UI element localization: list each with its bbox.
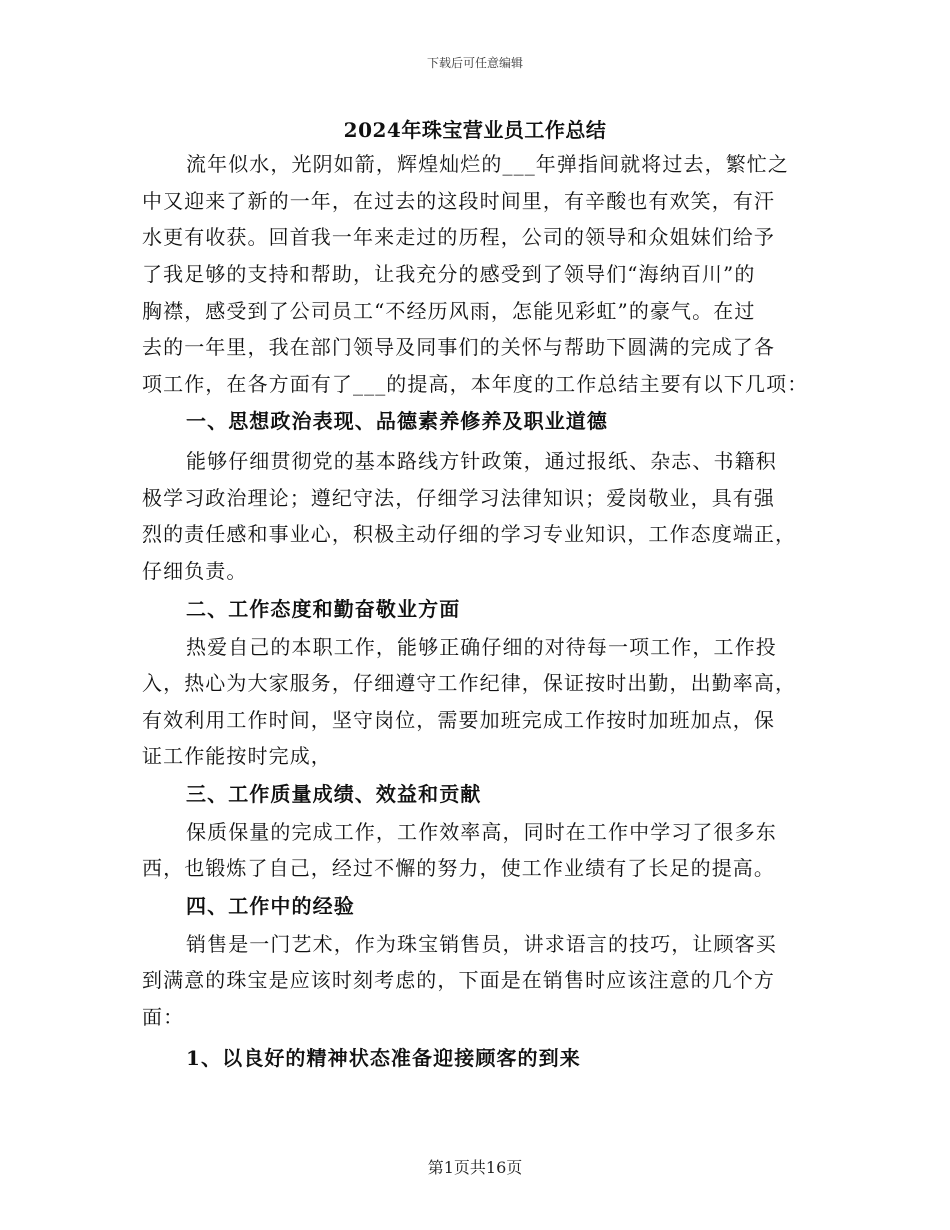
body-line: 热爱自己的本职工作，能够正确仔细的对待每一项工作，工作投 bbox=[186, 635, 777, 659]
body-line: 西，也锻炼了自己，经过不懈的努力，使工作业绩有了长足的提高。 bbox=[142, 856, 775, 880]
page-header-note: 下载后可任意编辑 bbox=[426, 56, 523, 70]
body-line: 中又迎来了新的一年，在过去的这段时间里，有辛酸也有欢笑，有汗 bbox=[142, 189, 775, 213]
body-line: 胸襟，感受到了公司员工“不经历风雨，怎能见彩虹”的豪气。在过 bbox=[142, 299, 756, 323]
body-line: 入，热心为大家服务，仔细遵守工作纪律，保证按时出勤，出勤率高， bbox=[142, 671, 797, 695]
body-line: 极学习政治理论；遵纪守法，仔细学习法律知识；爱岗敬业，具有强 bbox=[142, 486, 775, 510]
body-line: 了我足够的支持和帮助，让我充分的感受到了领导们“海纳百川”的 bbox=[142, 262, 756, 286]
section-heading-3: 三、工作质量成绩、效益和贡献 bbox=[186, 782, 482, 806]
subsection-heading-1: 1、以良好的精神状态准备迎接顾客的到来 bbox=[186, 1046, 581, 1070]
section-heading-1: 一、思想政治表现、品德素养修养及职业道德 bbox=[186, 409, 608, 433]
body-line: 烈的责任感和事业心，积极主动仔细的学习专业知识，工作态度端正， bbox=[142, 522, 797, 546]
body-line: 仔细负责。 bbox=[142, 559, 248, 583]
body-line: 有效利用工作时间，坚守岗位，需要加班完成工作按时加班加点，保 bbox=[142, 708, 775, 732]
page-number: 第1页共16页 bbox=[427, 1158, 523, 1177]
body-line: 证工作能按时完成， bbox=[142, 744, 332, 768]
section-heading-2: 二、工作态度和勤奋敬业方面 bbox=[186, 597, 461, 621]
body-line: 保质保量的完成工作，工作效率高，同时在工作中学习了很多东 bbox=[186, 820, 777, 844]
body-line: 面： bbox=[142, 1005, 185, 1029]
body-line: 能够仔细贯彻党的基本路线方针政策，通过报纸、杂志、书籍积 bbox=[186, 449, 777, 473]
document-title: 2024年珠宝营业员工作总结 bbox=[343, 118, 607, 142]
body-line: 项工作，在各方面有了___的提高，本年度的工作总结主要有以下几项： bbox=[142, 372, 809, 396]
body-line: 去的一年里，我在部门领导及同事们的关怀与帮助下圆满的完成了各 bbox=[142, 335, 775, 359]
section-heading-4: 四、工作中的经验 bbox=[186, 894, 355, 918]
body-line: 流年似水，光阴如箭，辉煌灿烂的___年弹指间就将过去，繁忙之 bbox=[186, 152, 789, 176]
body-line: 水更有收获。回首我一年来走过的历程，公司的领导和众姐妹们给予 bbox=[142, 225, 775, 249]
body-line: 销售是一门艺术，作为珠宝销售员，讲求语言的技巧，让顾客买 bbox=[186, 932, 777, 956]
body-line: 到满意的珠宝是应该时刻考虑的，下面是在销售时应该注意的几个方 bbox=[142, 968, 775, 992]
